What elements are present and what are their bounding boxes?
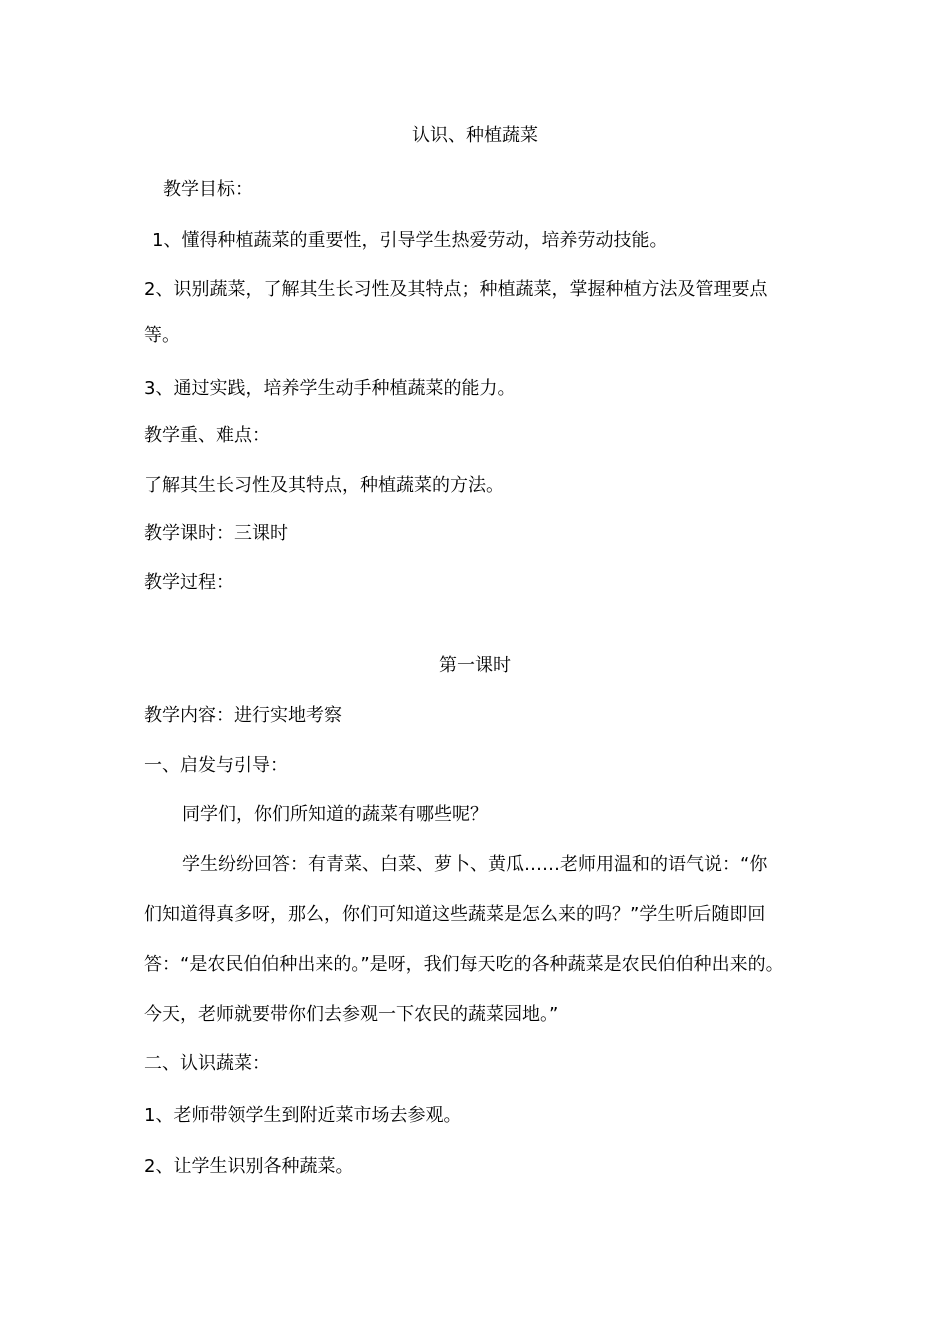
section-2-item-1: 1、老师带领学生到附近菜市场去参观。 [144,1105,462,1126]
objective-1: 1、懂得种植蔬菜的重要性，引导学生热爱劳动，培养劳动技能。 [152,230,668,251]
section-1-paragraph-line-3: 答：“是农民伯伯种出来的。”是呀，我们每天吃的各种蔬菜是农民伯伯种出来的。 [144,954,784,975]
process-heading: 教学过程： [144,572,234,593]
section-1-question: 同学们，你们所知道的蔬菜有哪些呢？ [182,804,488,825]
objective-3: 3、通过实践，培养学生动手种植蔬菜的能力。 [144,378,516,399]
section-1-paragraph-line-2: 们知道得真多呀，那么，你们可知道这些蔬菜是怎么来的吗？”学生听后随即回 [144,904,766,925]
key-points-heading: 教学重、难点： [144,425,270,446]
lesson-content: 教学内容：进行实地考察 [144,705,342,726]
class-hours: 教学课时：三课时 [144,523,288,544]
section-1-heading: 一、启发与引导： [144,755,288,776]
document-title: 认识、种植蔬菜 [412,125,538,146]
objective-2-line-2: 等。 [144,325,180,346]
lesson-title: 第一课时 [439,655,511,676]
section-1-paragraph-line-1: 学生纷纷回答：有青菜、白菜、萝卜、黄瓜……老师用温和的语气说：“你 [182,854,768,875]
section-2-heading: 二、认识蔬菜： [144,1053,270,1074]
section-1-paragraph-line-4: 今天，老师就要带你们去参观一下农民的蔬菜园地。” [144,1004,559,1025]
objectives-heading: 教学目标： [163,179,253,200]
objective-2-line-1: 2、识别蔬菜，了解其生长习性及其特点；种植蔬菜，掌握种植方法及管理要点 [144,279,768,300]
key-points-text: 了解其生长习性及其特点，种植蔬菜的方法。 [144,475,504,496]
section-2-item-2: 2、让学生识别各种蔬菜。 [144,1156,354,1177]
